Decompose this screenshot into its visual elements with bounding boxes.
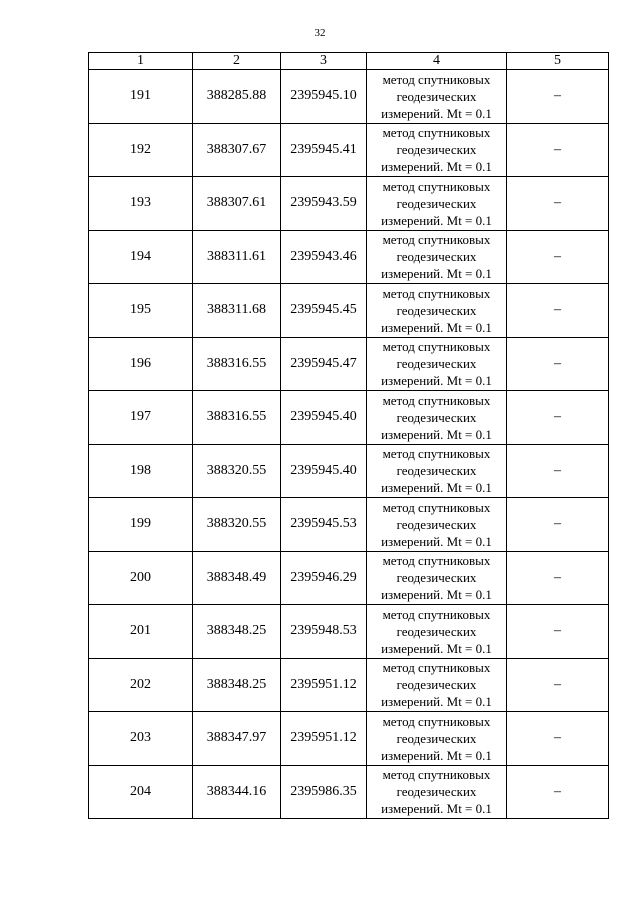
method-text-line: метод спутниковых [382, 339, 491, 355]
point-number-cell: 194 [89, 230, 193, 284]
method-cell [367, 230, 507, 284]
table-row [89, 230, 609, 284]
table-row [89, 284, 609, 338]
method-cell [367, 123, 507, 177]
page-number: 32 [314, 27, 326, 39]
point-number-cell: 193 [89, 177, 193, 231]
point-number-cell: 203 [89, 712, 193, 766]
column-header-5: 5 [507, 53, 609, 70]
coordinate-y-cell: 2395945.45 [281, 284, 367, 338]
point-number-cell: 204 [89, 765, 193, 819]
method-cell [367, 337, 507, 391]
coordinate-y-cell: 2395945.47 [281, 337, 367, 391]
coordinate-x-cell: 388344.16 [193, 765, 281, 819]
note-cell: – [507, 177, 609, 231]
coordinate-y-cell: 2395945.10 [281, 70, 367, 124]
method-text-line: метод спутниковых [382, 392, 491, 408]
coordinate-x-cell: 388348.25 [193, 658, 281, 712]
coordinate-x-cell: 388348.25 [193, 605, 281, 659]
method-cell [367, 551, 507, 605]
method-cell [367, 284, 507, 338]
method-text-line: метод спутниковых [382, 767, 491, 783]
method-text-line: метод спутниковых [382, 285, 491, 301]
table-row [89, 337, 609, 391]
column-header-3: 3 [281, 53, 367, 70]
method-text-line: измерений. Mt = 0.1 [381, 480, 492, 496]
method-text-line: метод спутниковых [382, 178, 491, 194]
coordinate-x-cell: 388320.55 [193, 498, 281, 552]
method-cell [367, 712, 507, 766]
method-text-line: геодезических [396, 463, 477, 479]
table-row [89, 444, 609, 498]
point-number-cell: 200 [89, 551, 193, 605]
method-text-line: геодезических [396, 302, 477, 318]
point-number-cell: 199 [89, 498, 193, 552]
method-text-line: геодезических [396, 677, 477, 693]
method-text-line: измерений. Mt = 0.1 [381, 640, 492, 656]
method-cell [367, 765, 507, 819]
note-cell: – [507, 605, 609, 659]
method-text-line: метод спутниковых [382, 125, 491, 141]
method-text-line: метод спутниковых [382, 553, 491, 569]
method-cell [367, 391, 507, 445]
method-text-line: измерений. Mt = 0.1 [381, 319, 492, 335]
method-text-line: измерений. Mt = 0.1 [381, 266, 492, 282]
coordinate-y-cell: 2395986.35 [281, 765, 367, 819]
method-cell [367, 498, 507, 552]
coordinates-table [88, 52, 609, 819]
table-row [89, 765, 609, 819]
method-text-line: геодезических [396, 88, 477, 104]
method-cell [367, 444, 507, 498]
method-text-line: измерений. Mt = 0.1 [381, 694, 492, 710]
method-text-line: метод спутниковых [382, 446, 491, 462]
coordinate-x-cell: 388311.68 [193, 284, 281, 338]
method-text-line: геодезических [396, 249, 477, 265]
method-text-line: измерений. Mt = 0.1 [381, 587, 492, 603]
coordinate-y-cell: 2395945.40 [281, 444, 367, 498]
method-cell [367, 658, 507, 712]
table-row [89, 123, 609, 177]
method-text-line: измерений. Mt = 0.1 [381, 159, 492, 175]
note-cell: – [507, 284, 609, 338]
method-text-line: геодезических [396, 142, 477, 158]
note-cell: – [507, 123, 609, 177]
note-cell: – [507, 444, 609, 498]
method-text-line: геодезических [396, 623, 477, 639]
coordinate-y-cell: 2395943.59 [281, 177, 367, 231]
note-cell: – [507, 498, 609, 552]
point-number-cell: 191 [89, 70, 193, 124]
coordinate-x-cell: 388285.88 [193, 70, 281, 124]
coordinate-x-cell: 388320.55 [193, 444, 281, 498]
method-cell [367, 70, 507, 124]
coordinate-x-cell: 388307.61 [193, 177, 281, 231]
note-cell: – [507, 712, 609, 766]
table-row [89, 70, 609, 124]
method-text-line: измерений. Mt = 0.1 [381, 533, 492, 549]
table-row [89, 551, 609, 605]
method-text-line: измерений. Mt = 0.1 [381, 105, 492, 121]
method-text-line: геодезических [396, 784, 477, 800]
coordinate-x-cell: 388311.61 [193, 230, 281, 284]
coordinate-y-cell: 2395945.40 [281, 391, 367, 445]
point-number-cell: 197 [89, 391, 193, 445]
note-cell: – [507, 765, 609, 819]
point-number-cell: 201 [89, 605, 193, 659]
method-text-line: измерений. Mt = 0.1 [381, 212, 492, 228]
method-cell [367, 177, 507, 231]
table-row [89, 658, 609, 712]
coordinate-y-cell: 2395951.12 [281, 658, 367, 712]
method-text-line: метод спутниковых [382, 660, 491, 676]
coordinate-x-cell: 388316.55 [193, 337, 281, 391]
note-cell: – [507, 391, 609, 445]
coordinate-y-cell: 2395948.53 [281, 605, 367, 659]
method-text-line: метод спутниковых [382, 232, 491, 248]
column-header-1: 1 [89, 53, 193, 70]
table-row [89, 498, 609, 552]
note-cell: – [507, 337, 609, 391]
column-header-4: 4 [367, 53, 507, 70]
note-cell: – [507, 551, 609, 605]
table-row [89, 712, 609, 766]
table-row [89, 177, 609, 231]
coordinate-y-cell: 2395951.12 [281, 712, 367, 766]
method-text-line: измерений. Mt = 0.1 [381, 801, 492, 817]
method-text-line: метод спутниковых [382, 606, 491, 622]
point-number-cell: 192 [89, 123, 193, 177]
coordinate-y-cell: 2395945.41 [281, 123, 367, 177]
method-text-line: геодезических [396, 195, 477, 211]
table-row [89, 391, 609, 445]
coordinate-y-cell: 2395945.53 [281, 498, 367, 552]
coordinate-x-cell: 388316.55 [193, 391, 281, 445]
point-number-cell: 198 [89, 444, 193, 498]
note-cell: – [507, 230, 609, 284]
table-header-row [89, 53, 609, 70]
method-text-line: метод спутниковых [382, 499, 491, 515]
method-text-line: геодезических [396, 570, 477, 586]
method-text-line: измерений. Mt = 0.1 [381, 373, 492, 389]
method-text-line: геодезических [396, 730, 477, 746]
coordinate-x-cell: 388348.49 [193, 551, 281, 605]
note-cell: – [507, 658, 609, 712]
method-text-line: геодезических [396, 516, 477, 532]
coordinate-y-cell: 2395943.46 [281, 230, 367, 284]
table-body [89, 70, 609, 819]
method-text-line: метод спутниковых [382, 71, 491, 87]
method-text-line: метод спутниковых [382, 713, 491, 729]
point-number-cell: 195 [89, 284, 193, 338]
point-number-cell: 196 [89, 337, 193, 391]
method-cell [367, 605, 507, 659]
note-cell: – [507, 70, 609, 124]
point-number-cell: 202 [89, 658, 193, 712]
method-text-line: измерений. Mt = 0.1 [381, 426, 492, 442]
coordinate-x-cell: 388307.67 [193, 123, 281, 177]
method-text-line: геодезических [396, 409, 477, 425]
column-header-2: 2 [193, 53, 281, 70]
coordinate-y-cell: 2395946.29 [281, 551, 367, 605]
coordinate-x-cell: 388347.97 [193, 712, 281, 766]
method-text-line: геодезических [396, 356, 477, 372]
method-text-line: измерений. Mt = 0.1 [381, 747, 492, 763]
table-row [89, 605, 609, 659]
